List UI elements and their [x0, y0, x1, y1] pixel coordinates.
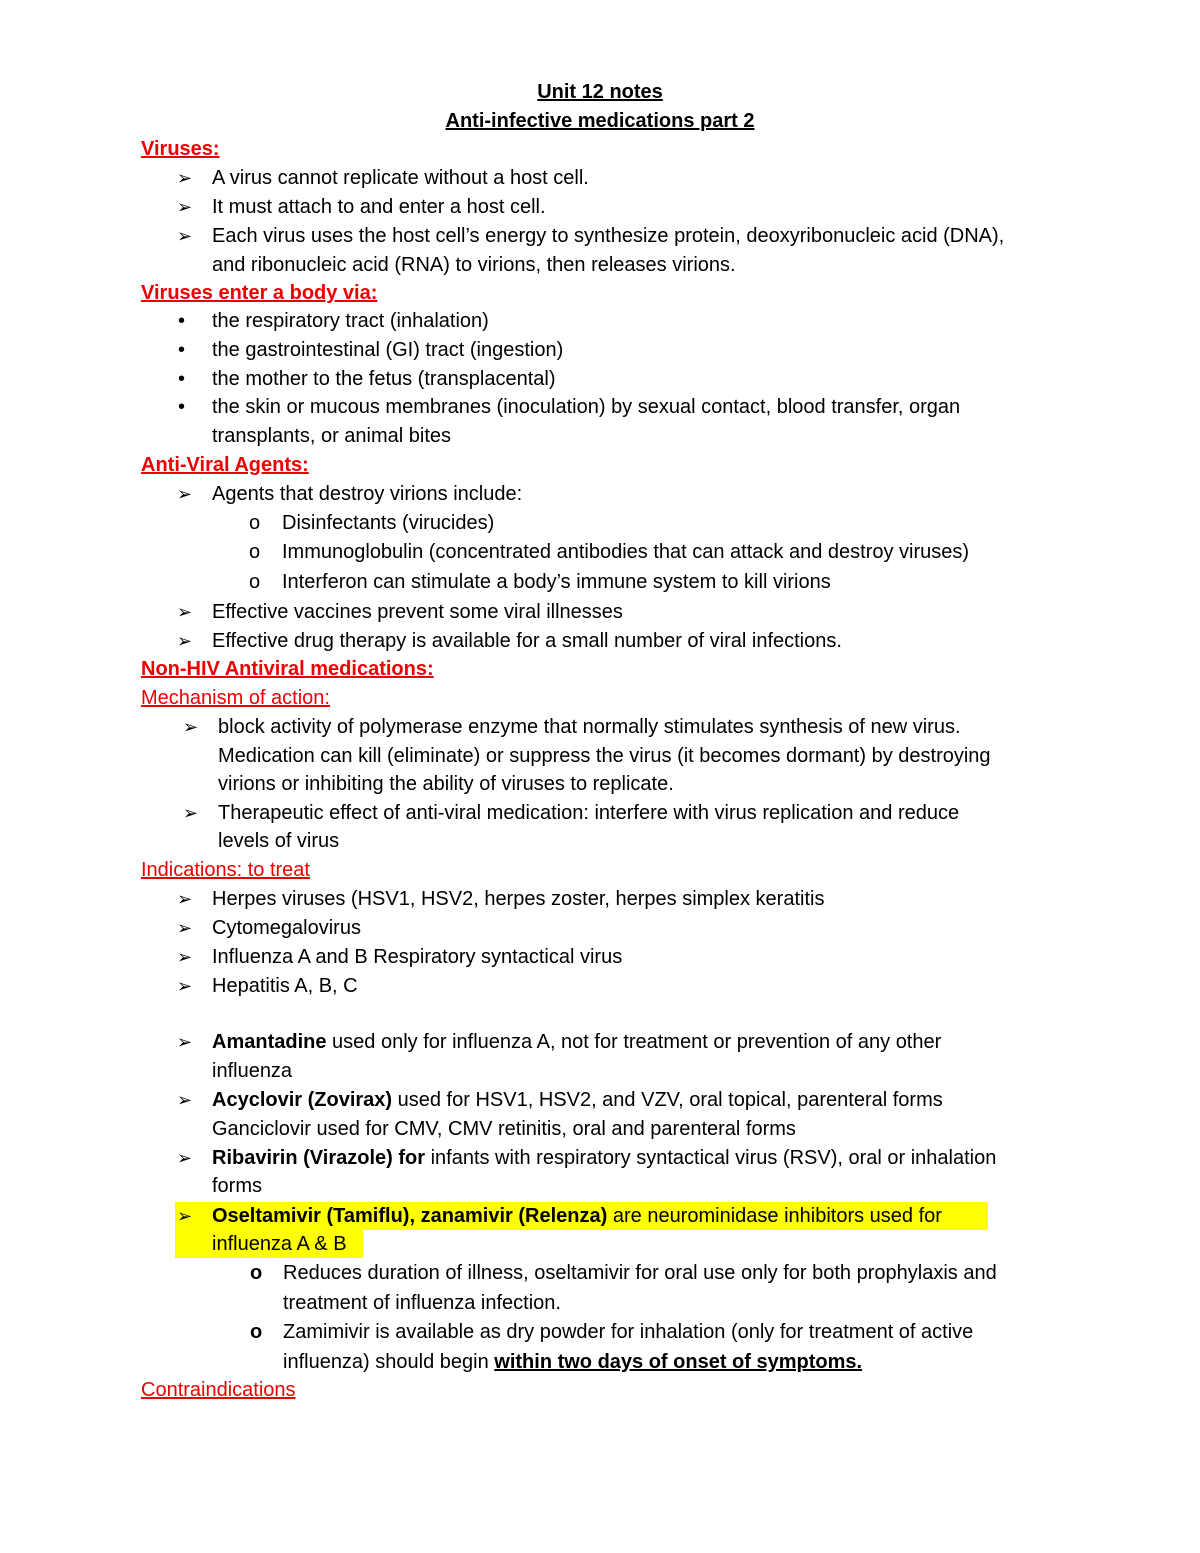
list-item-continuation: Medication can kill (eliminate) or suppress the virus (it becomes dormant) by destroying: [218, 745, 991, 767]
dot-bullet-icon: •: [178, 368, 186, 390]
list-item: It must attach to and enter a host cell.: [212, 196, 546, 218]
drug-name: Amantadine: [212, 1031, 327, 1053]
sub-list-item: Reduces duration of illness, oseltamivir for oral use only for both prophylaxis and: [283, 1262, 997, 1284]
circle-bullet-icon: o: [249, 512, 261, 534]
list-item-continuation: levels of virus: [218, 830, 340, 852]
list-item: Agents that destroy virions include:: [212, 483, 523, 505]
subheading-mechanism: Mechanism of action:: [141, 687, 330, 709]
drug-name: Oseltamivir (Tamiflu), zanamivir (Relenza): [212, 1205, 608, 1227]
subheading-indications: Indications: to treat: [141, 859, 310, 881]
list-item: A virus cannot replicate without a host cell.: [212, 167, 589, 189]
drug-description: used only for influenza A, not for treatment or prevention of any other: [326, 1031, 942, 1053]
arrow-bullet-icon: ➢: [177, 602, 193, 622]
circle-bullet-icon: o: [250, 1321, 263, 1343]
sub-list-item-continuation: treatment of influenza infection.: [283, 1292, 561, 1314]
sub-list-item: Interferon can stimulate a body’s immune system to kill virions: [282, 571, 831, 593]
list-item: Effective drug therapy is available for a small number of viral infections.: [212, 630, 842, 652]
arrow-bullet-icon: ➢: [177, 1148, 193, 1168]
arrow-bullet-icon: ➢: [177, 889, 193, 909]
list-item-continuation: transplants, or animal bites: [212, 425, 452, 447]
arrow-bullet-icon: ➢: [177, 631, 193, 651]
arrow-bullet-icon: ➢: [177, 1032, 193, 1052]
section-heading-viruses: Viruses:: [141, 138, 220, 160]
arrow-bullet-icon: ➢: [177, 947, 193, 967]
list-item: block activity of polymerase enzyme that normally stimulates synthesis of new virus.: [218, 716, 961, 738]
list-item: the skin or mucous membranes (inoculation) by sexual contact, blood transfer, organ: [212, 396, 961, 418]
list-item-continuation: forms: [212, 1175, 262, 1197]
drug-description: used for HSV1, HSV2, and VZV, oral topical, parenteral forms: [392, 1089, 943, 1111]
list-item: Hepatitis A, B, C: [212, 975, 358, 997]
list-item: the mother to the fetus (transplacental): [212, 368, 556, 390]
drug-name: Acyclovir (Zovirax): [212, 1089, 393, 1111]
document-subtitle: Anti-infective medications part 2: [445, 110, 755, 132]
sub-list-item: Zamimivir is available as dry powder for inhalation (only for treatment of active: [283, 1321, 974, 1343]
list-item: Therapeutic effect of anti-viral medication: interfere with virus replication and reduce: [218, 802, 960, 824]
drug-item-ribavirin: [212, 1146, 996, 1170]
drug-item-acyclovir: [212, 1088, 943, 1112]
drug-item-oseltamivir: [212, 1204, 942, 1228]
dot-bullet-icon: •: [178, 339, 186, 361]
arrow-bullet-icon: ➢: [177, 168, 193, 188]
arrow-bullet-icon: ➢: [177, 226, 193, 246]
list-item: Effective vaccines prevent some viral illnesses: [212, 601, 623, 623]
list-item: Influenza A and B Respiratory syntactical virus: [212, 946, 623, 968]
dot-bullet-icon: •: [178, 310, 186, 332]
circle-bullet-icon: o: [250, 1262, 263, 1284]
arrow-bullet-icon: ➢: [183, 803, 199, 823]
list-item: Each virus uses the host cell’s energy to synthesize protein, deoxyribonucleic acid (DNA),: [212, 225, 1005, 247]
sub-list-item-continuation: [283, 1350, 862, 1374]
arrow-bullet-icon: ➢: [177, 918, 193, 938]
circle-bullet-icon: o: [249, 571, 261, 593]
list-item: Cytomegalovirus: [212, 917, 361, 939]
plain-text: influenza) should begin: [283, 1351, 495, 1373]
section-heading-non-hiv: Non-HIV Antiviral medications:: [141, 658, 434, 680]
emphasis-text: within two days of onset of symptoms.: [494, 1351, 863, 1373]
list-item-continuation: and ribonucleic acid (RNA) to virions, then releases virions.: [212, 254, 736, 276]
drug-name: Ribavirin (Virazole) for: [212, 1147, 426, 1169]
sub-list-item: Disinfectants (virucides): [282, 512, 495, 534]
arrow-bullet-icon: ➢: [177, 484, 193, 504]
list-item-continuation: influenza: [212, 1060, 293, 1082]
drug-description: infants with respiratory syntactical virus (RSV), oral or inhalation: [425, 1147, 997, 1169]
arrow-bullet-icon: ➢: [183, 717, 199, 737]
arrow-bullet-icon: ➢: [177, 197, 193, 217]
arrow-bullet-icon: ➢: [177, 1206, 193, 1226]
list-item: Herpes viruses (HSV1, HSV2, herpes zoster, herpes simplex keratitis: [212, 888, 825, 910]
section-heading-entry: Viruses enter a body via:: [141, 282, 378, 304]
dot-bullet-icon: •: [178, 396, 186, 418]
arrow-bullet-icon: ➢: [177, 1090, 193, 1110]
document-title: Unit 12 notes: [537, 81, 663, 103]
list-item-continuation: Ganciclovir used for CMV, CMV retinitis, oral and parenteral forms: [212, 1118, 796, 1140]
list-item-continuation: influenza A & B: [212, 1233, 347, 1255]
list-item: the respiratory tract (inhalation): [212, 310, 489, 332]
drug-item-amantadine: [212, 1030, 941, 1054]
circle-bullet-icon: o: [249, 541, 261, 563]
list-item-continuation: virions or inhibiting the ability of viruses to replicate.: [218, 773, 674, 795]
list-item: the gastrointestinal (GI) tract (ingestion): [212, 339, 564, 361]
drug-description: are neurominidase inhibitors used for: [607, 1205, 942, 1227]
subheading-contraindications: Contraindications: [141, 1379, 296, 1401]
section-heading-antiviral-agents: Anti-Viral Agents:: [141, 454, 309, 476]
sub-list-item: Immunoglobulin (concentrated antibodies that can attack and destroy viruses): [282, 541, 970, 563]
arrow-bullet-icon: ➢: [177, 976, 193, 996]
